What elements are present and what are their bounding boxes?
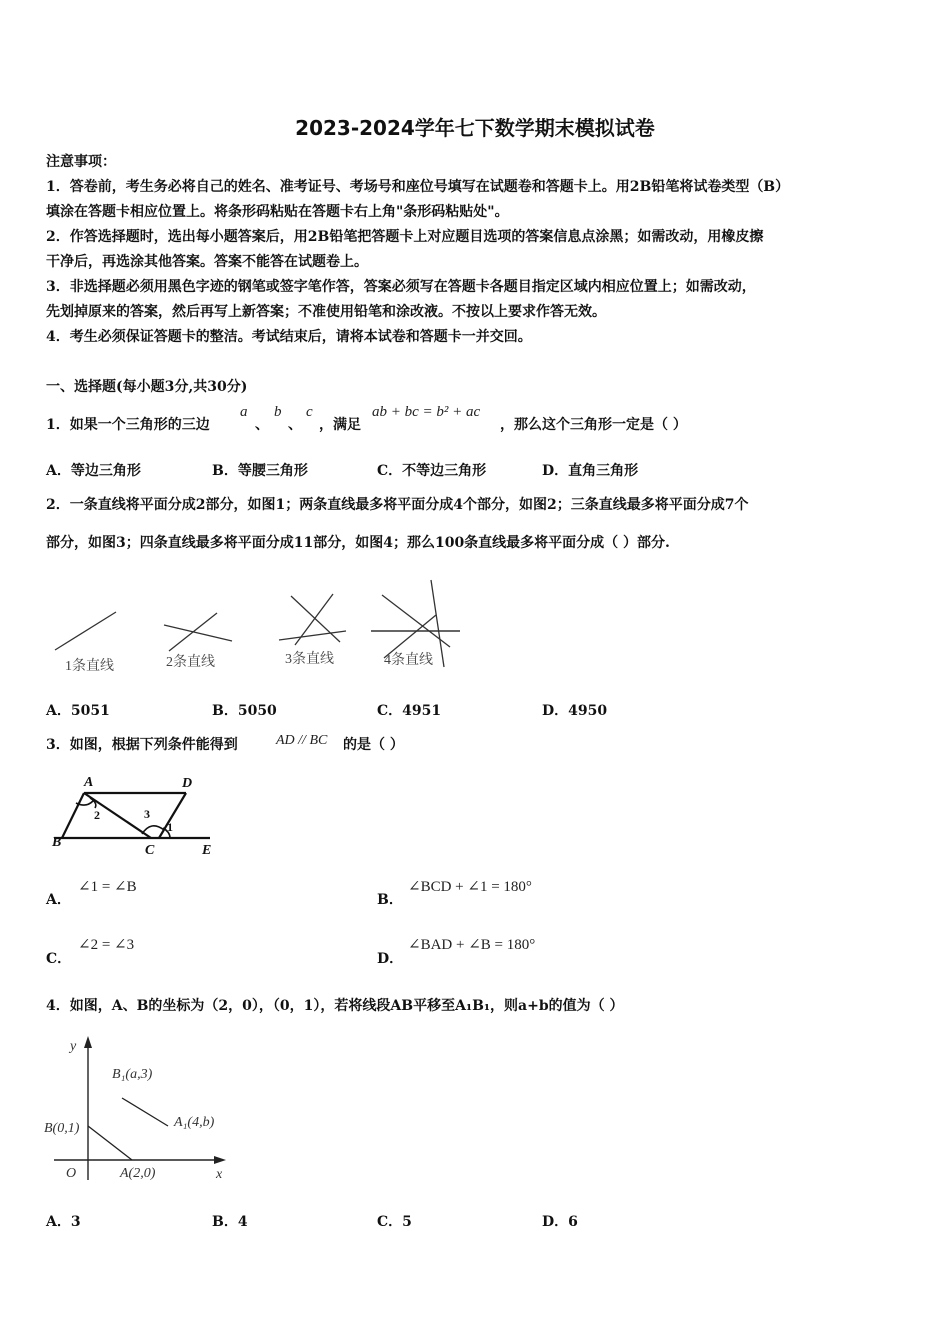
line — [55, 612, 116, 650]
notice-line: 干净后，再选涂其他答案。答案不能答在试题卷上。 — [46, 254, 368, 270]
q4-option-d[interactable]: D．6 — [542, 1214, 578, 1230]
q1-prefix: 1．如果一个三角形的三边 — [46, 417, 210, 433]
q1-var-a: a — [240, 404, 248, 420]
q3-prefix: 3．如图，根据下列条件能得到 — [46, 737, 238, 753]
line — [384, 615, 436, 658]
section-heading: 一、选择题(每小题3分,共30分) — [46, 379, 248, 395]
point-label: B — [52, 835, 62, 850]
notice-line: 3．非选择题必须用黑色字迹的钢笔或签字笔作答，答案必须写在答题卡各题目指定区域内相应位置上；如需改动， — [46, 279, 756, 295]
segment-a1b1 — [122, 1098, 168, 1126]
q1-suffix: ，那么这个三角形一定是（ ） — [500, 417, 687, 433]
point-label: C — [145, 843, 155, 858]
q3-option-d-expr[interactable]: ∠BAD + ∠B = 180° — [408, 937, 536, 953]
point-label: E — [202, 843, 212, 858]
q4-option-c[interactable]: C．5 — [377, 1214, 412, 1230]
q4-coordinate-figure — [40, 1030, 240, 1190]
q2-text-line1: 2．一条直线将平面分成2部分，如图1；两条直线最多将平面分成4个部分，如图2；三条直线最多将平面分成7个 — [46, 497, 749, 513]
point-label: B(0,1) — [44, 1121, 80, 1136]
notice-line: 先划掉原来的答案，然后再写上新答案；不准使用铅笔和涂改液。不按以上要求作答无效。 — [46, 304, 606, 320]
q3-option-c-letter[interactable]: C． — [46, 951, 72, 967]
origin-label: O — [66, 1166, 77, 1181]
point-label: A — [84, 775, 94, 790]
q1-option-d[interactable]: D．直角三角形 — [542, 463, 639, 479]
q1-equation: ab + bc = b² + ac — [372, 404, 481, 420]
q3-condition: AD // BC — [276, 733, 328, 748]
q4-text: 4．如图，A、B的坐标为（2，0），（0，1），若将线段AB平移至A₁B₁，则a+b的值为（ ） — [46, 998, 624, 1014]
q1-var-b: b — [274, 404, 282, 420]
y-axis-arrow — [84, 1036, 92, 1048]
figure-label: 4条直线 — [384, 653, 433, 668]
q3-option-b-expr[interactable]: ∠BCD + ∠1 = 180° — [408, 879, 532, 895]
q1-option-a[interactable]: A．等边三角形 — [46, 463, 141, 479]
point-label: B₁(a,3) — [112, 1067, 153, 1082]
q3-suffix: 的是（ ） — [343, 737, 404, 753]
q1-option-b[interactable]: B．等腰三角形 — [212, 463, 308, 479]
q3-parallelogram-figure — [46, 770, 226, 862]
x-axis-arrow — [214, 1156, 226, 1164]
q1-var-c: c — [306, 404, 313, 420]
q2-option-c[interactable]: C．4951 — [377, 703, 442, 719]
point-label: A(2,0) — [120, 1166, 156, 1181]
notice-heading: 注意事项： — [46, 154, 116, 170]
q2-option-b[interactable]: B．5050 — [212, 703, 277, 719]
figure-label: 1条直线 — [65, 659, 114, 674]
axis-label: x — [216, 1167, 223, 1182]
q4-option-b[interactable]: B．4 — [212, 1214, 248, 1230]
point-label: A₁(4,b) — [174, 1115, 215, 1130]
notice-line: 填涂在答题卡相应位置上。将条形码粘贴在答题卡右上角"条形码粘贴处"。 — [46, 204, 509, 220]
angle-label: 1 — [167, 820, 173, 834]
q1-sep: 、 — [255, 417, 269, 433]
page-title: 2023-2024学年七下数学期末模拟试卷 — [295, 116, 655, 140]
point-label: D — [182, 776, 193, 791]
q3-option-c-expr[interactable]: ∠2 = ∠3 — [78, 937, 135, 953]
segment-ab — [88, 1126, 132, 1160]
q1-option-c[interactable]: C．不等边三角形 — [377, 463, 487, 479]
q1-sep: 、 — [288, 417, 302, 433]
q3-option-a-letter[interactable]: A． — [46, 892, 71, 908]
angle-label: 2 — [94, 808, 100, 822]
q3-option-a-expr[interactable]: ∠1 = ∠B — [78, 879, 137, 895]
notice-line: 2．作答选择题时，选出每小题答案后，用2B铅笔把答题卡上对应题目选项的答案信息点涂黑；如需改动，用橡皮擦 — [46, 229, 764, 245]
q1-mid: ，满足 — [319, 417, 361, 433]
q2-text-line2: 部分，如图3；四条直线最多将平面分成11部分，如图4；那么100条直线最多将平面分成（ ）部分. — [46, 535, 670, 551]
q4-option-a[interactable]: A．3 — [46, 1214, 81, 1230]
q3-option-b-letter[interactable]: B． — [377, 892, 403, 908]
line — [295, 594, 333, 645]
q2-lines-figure — [40, 575, 480, 680]
notice-line: 4．考生必须保证答题卡的整洁。考试结束后，请将本试卷和答题卡一并交回。 — [46, 329, 532, 345]
q3-option-d-letter[interactable]: D． — [377, 951, 404, 967]
figure-label: 3条直线 — [285, 652, 334, 667]
figure-label: 2条直线 — [166, 655, 215, 670]
q2-option-d[interactable]: D．4950 — [542, 703, 608, 719]
q2-option-a[interactable]: A．5051 — [46, 703, 110, 719]
notice-line: 1．答卷前，考生务必将自己的姓名、准考证号、考场号和座位号填写在试题卷和答题卡上。用2B铅笔将试卷类型（B） — [46, 179, 790, 195]
axis-label: y — [70, 1039, 77, 1054]
angle-label: 3 — [144, 807, 150, 821]
line — [169, 613, 217, 651]
